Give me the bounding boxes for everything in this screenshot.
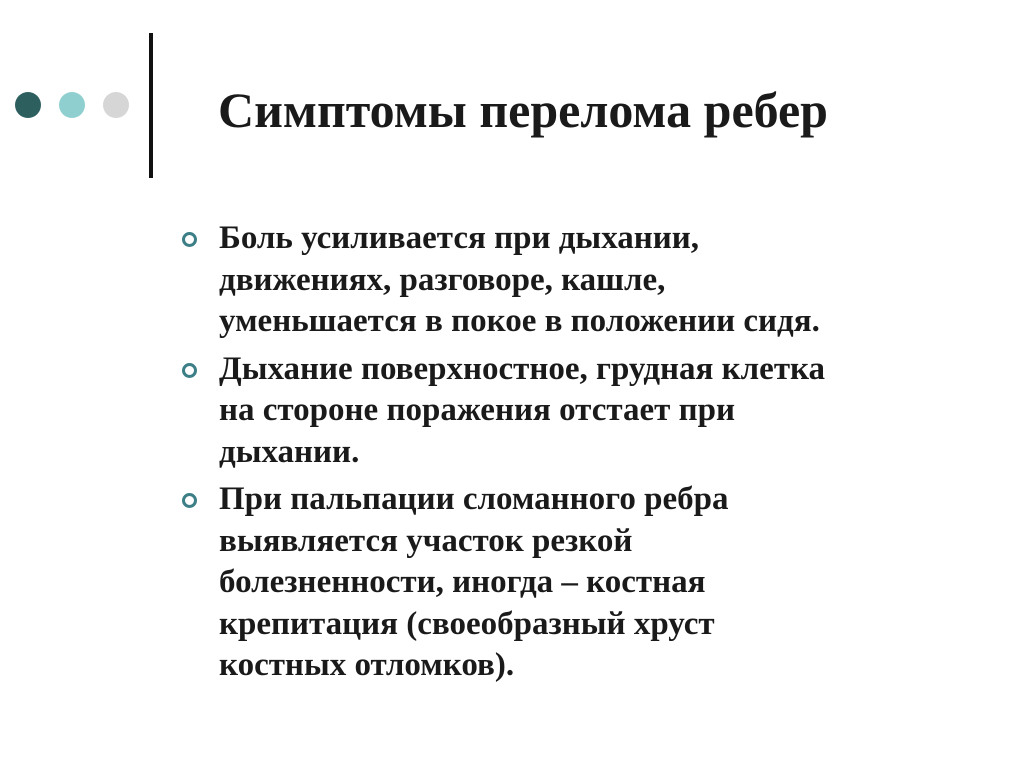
bullet-text-line: Боль усиливается при дыхании, (219, 220, 700, 256)
bullet-circle-icon (182, 363, 197, 378)
bullet-list (182, 218, 982, 693)
bullet-text-line: костных отломков). (219, 647, 515, 683)
bullet-item (182, 349, 982, 474)
bullet-text-line: движениях, разговоре, кашле, (219, 261, 666, 298)
bullet-circle-icon (182, 493, 197, 508)
bullet-item (182, 479, 982, 687)
bullet-circle-icon (182, 232, 197, 247)
bullet-text-line: уменьшается в покое в положении сидя. (219, 303, 820, 339)
bullet-text-line: на стороне поражения отстает при (219, 392, 736, 428)
decorative-dot-gray (103, 92, 129, 118)
bullet-text-line: При пальпации сломанного ребра (219, 481, 729, 517)
title-divider-line (149, 33, 153, 178)
decorative-dot-light (59, 92, 85, 118)
bullet-text-line: выявляется участок резкой (219, 522, 633, 559)
bullet-item (182, 218, 982, 343)
bullet-text-line: болезненности, иногда – костная (219, 564, 706, 600)
decorative-dot-dark (15, 92, 41, 118)
bullet-text-line: Дыхание поверхностное, грудная клетка (219, 350, 826, 387)
bullet-text-line: дыхании. (219, 433, 360, 470)
bullet-text-line: крепитация (своеобразный хруст (219, 605, 715, 642)
slide-title: Симптомы перелома ребер (218, 82, 828, 138)
